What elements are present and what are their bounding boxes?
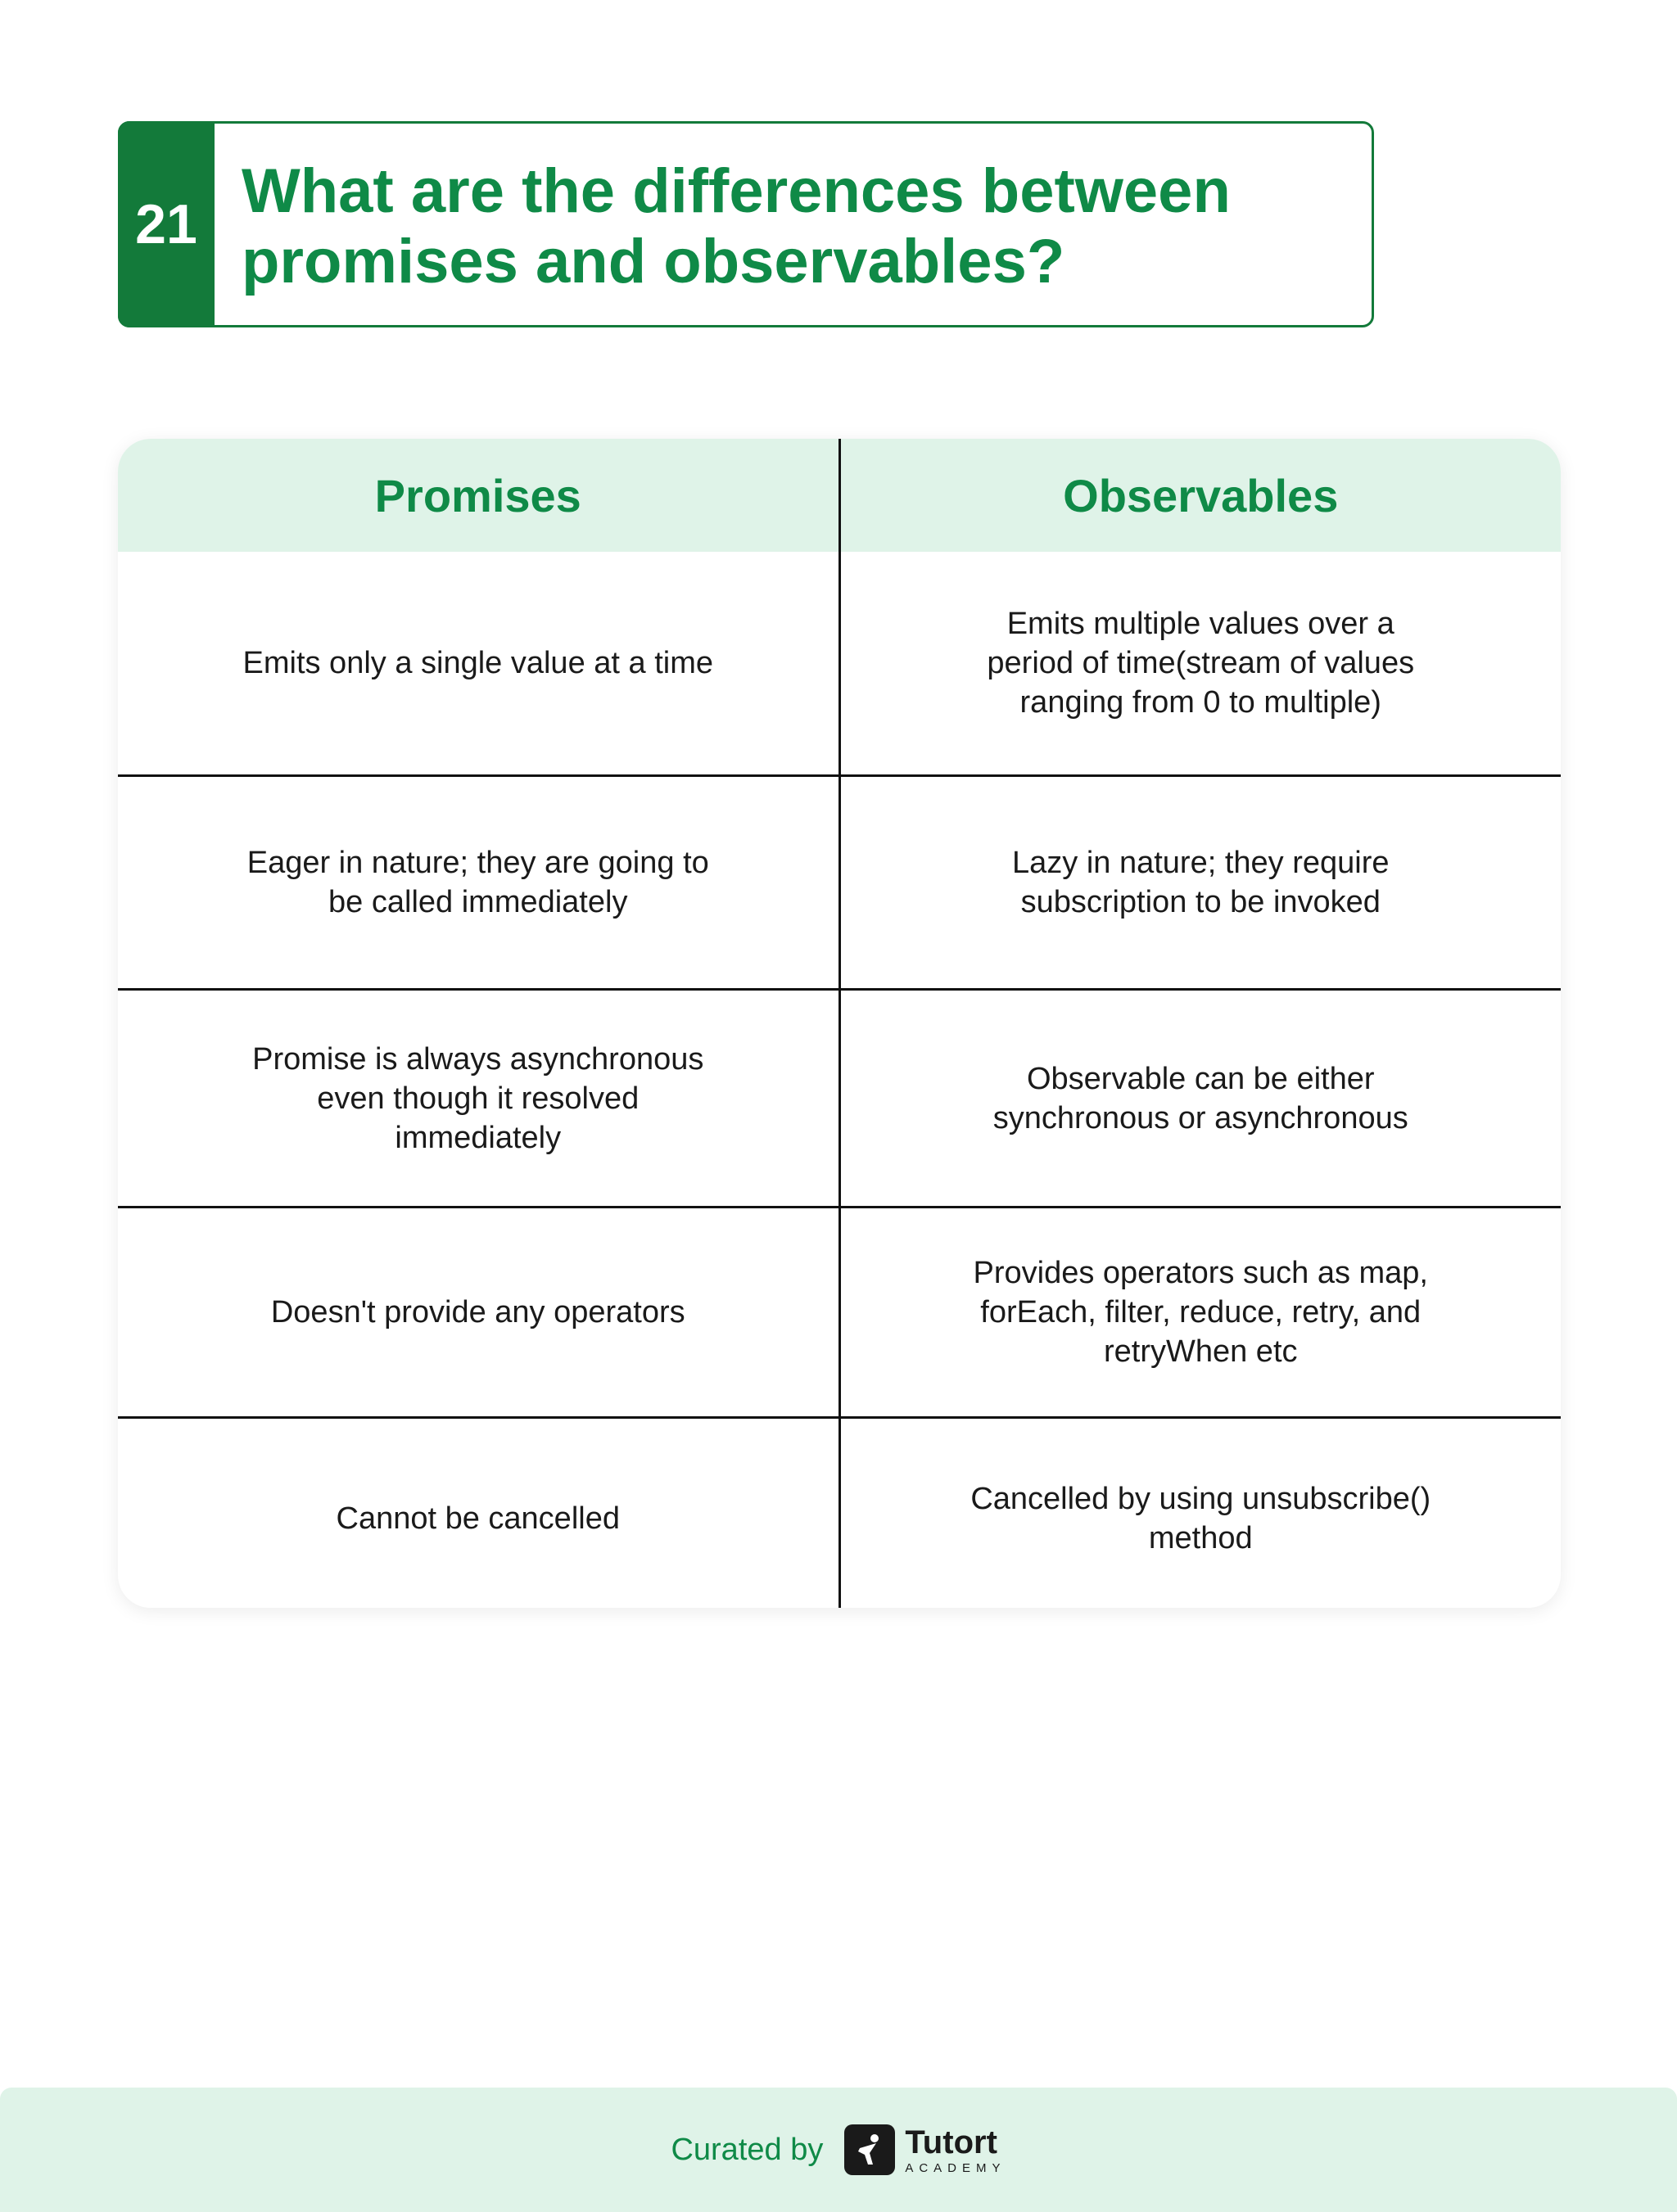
table-body <box>118 552 1561 1608</box>
header-promises: Promises <box>374 469 581 521</box>
observable-cell: Observable can be either synchronous or asynchronous <box>838 991 1562 1206</box>
observable-cell: Lazy in nature; they require subscription to be invoked <box>838 777 1562 988</box>
promise-cell: Doesn't provide any operators <box>270 1295 685 1329</box>
question-number: 21 <box>135 193 197 255</box>
table-row <box>118 1416 1561 1608</box>
promise-cell: Emits only a single value at a time <box>242 646 713 680</box>
table-row <box>118 1206 1561 1416</box>
question-number-badge <box>118 121 215 327</box>
promise-cell: Promise is always asynchronous even though it resolved immediately <box>252 1041 704 1155</box>
promise-cell: Eager in nature; they are going to be called immediately <box>246 846 709 919</box>
table-row <box>118 552 1561 774</box>
question-title: What are the differences between promises and observables? <box>242 156 1231 296</box>
brand-name: Tutort <box>905 2124 997 2160</box>
header-observables: Observables <box>838 439 1562 552</box>
question-header <box>118 121 1374 327</box>
observable-cell: Provides operators such as map, forEach, filter, reduce, retry, and retryWhen etc <box>838 1208 1562 1416</box>
footer <box>0 2088 1677 2212</box>
observable-cell: Cancelled by using unsubscribe() method <box>838 1419 1562 1608</box>
curated-by-label: Curated by <box>671 2132 824 2167</box>
table-row <box>118 988 1561 1206</box>
comparison-table <box>118 439 1561 1608</box>
brand-logo <box>844 2124 1006 2175</box>
promise-cell: Cannot be cancelled <box>336 1501 620 1536</box>
observable-cell: Emits multiple values over a period of time(stream of values ranging from 0 to multiple) <box>838 552 1562 774</box>
brand-subtitle: ACADEMY <box>905 2160 1006 2175</box>
table-row <box>118 774 1561 988</box>
table-header <box>118 439 1561 552</box>
runner-icon <box>844 2124 895 2175</box>
